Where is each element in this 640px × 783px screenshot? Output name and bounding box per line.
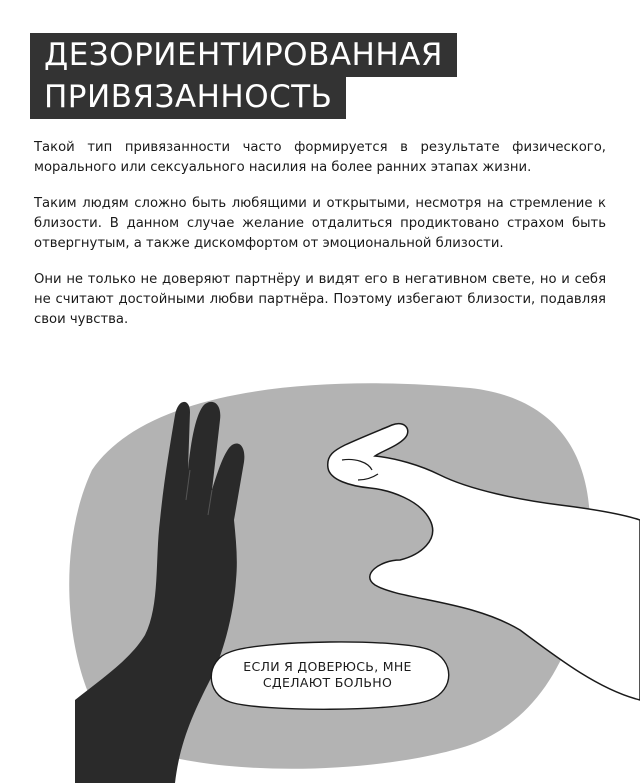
speech-bubble-text [216,659,439,691]
paragraph-2: Таким людям сложно быть любящими и открытыми, несмотря на стремление к близости. В данном случае желание отдалиться продиктовано страхом быть отвергнутым, а также дискомфортом от эмоциональной близости. [34,196,606,251]
page-title-line-2: ПРИВЯЗАННОСТЬ [30,75,346,119]
paragraph-3: Они не только не доверяют партнёру и видят его в негативном свете, но и себя не считают достойными любви партнёра. Поэтому избегают близости, подавляя свои чувства. [34,272,606,327]
speech-line-1: ЕСЛИ Я ДОВЕРЮСЬ, МНЕ [243,659,412,674]
speech-line-2: СДЕЛАЮТ БОЛЬНО [262,675,393,690]
paragraph-1: Такой тип привязанности часто формируется в результате физического, морального или сексуального насилия на более ранних этапах жизни. [34,140,606,175]
body-text [34,138,606,346]
illustration [0,380,640,783]
page-title-line-1: ДЕЗОРИЕНТИРОВАННАЯ [30,33,457,77]
